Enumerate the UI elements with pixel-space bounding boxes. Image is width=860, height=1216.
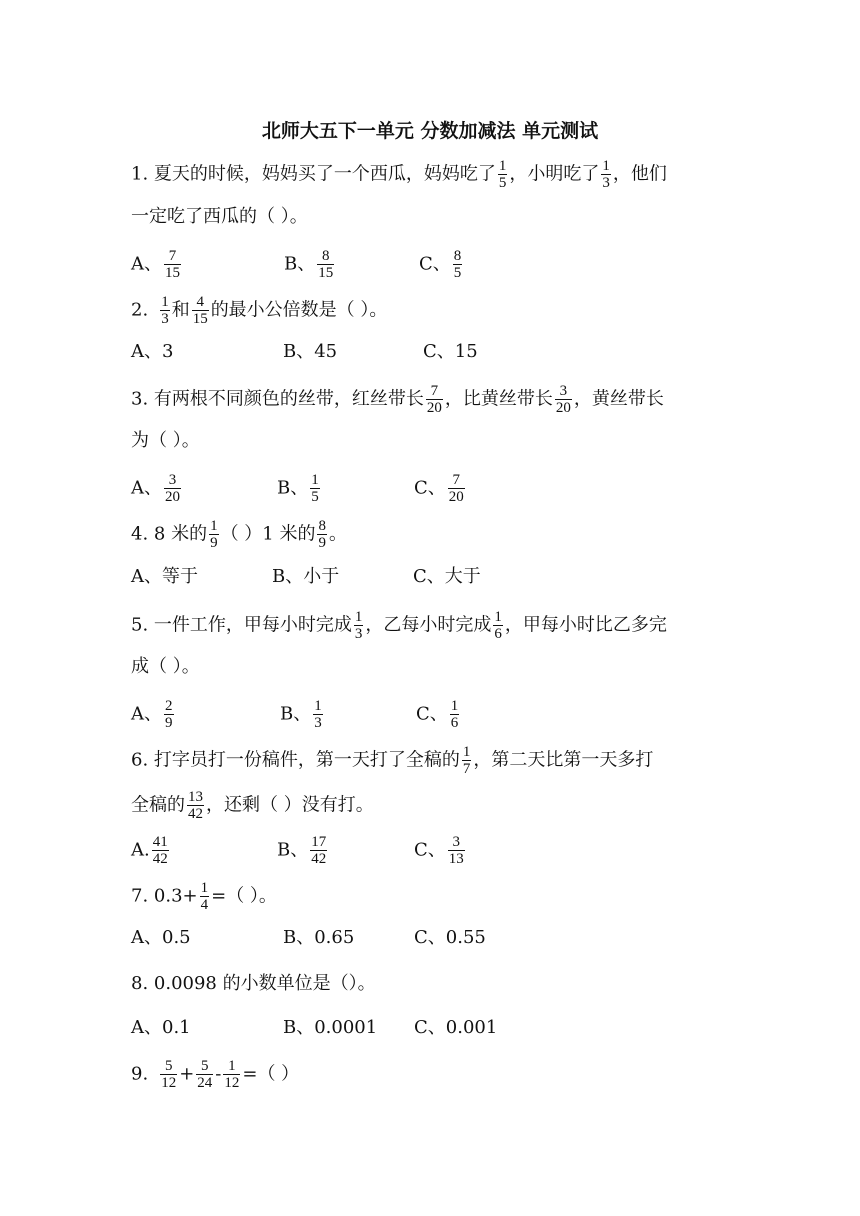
q6-fraction-1: $\frac{1}{7}$ <box>462 744 471 777</box>
q7-option-b[interactable]: B、0.65 <box>283 927 355 948</box>
q7-option-a[interactable]: A、0.5 <box>131 927 191 948</box>
q1-option-c[interactable]: C、 $\frac{8}{5}$ <box>419 248 462 281</box>
question-2: 2. $\frac{1}{3}$ 和 $\frac{4}{15}$ 的最小公倍数是（ ）。 <box>131 294 388 327</box>
q1-text-a: 1. 夏天的时候，妈妈买了一个西瓜，妈妈吃了 <box>131 163 496 185</box>
q7-fraction-1: $\frac{1}{4}$ <box>200 880 209 913</box>
q1-text-b: ，小明吃了 <box>509 163 600 185</box>
q9-fraction-1: $\frac{5}{12}$ <box>161 1058 177 1091</box>
q5-option-c[interactable]: C、 $\frac{1}{6}$ <box>416 698 459 731</box>
page-title: 北师大五下一单元 分数加减法 单元测试 <box>261 120 599 142</box>
q4-option-a[interactable]: A、等于 <box>131 566 198 587</box>
question-1-line-2: 一定吃了西瓜的（ ）。 <box>131 206 308 227</box>
q3-option-a[interactable]: A、 $\frac{3}{20}$ <box>131 472 180 505</box>
q4-option-c[interactable]: C、大于 <box>413 566 481 587</box>
question-3-line-1: 3. 有两根不同颜色的丝带，红丝带长 $\frac{7}{20}$ ，比黄丝带长 $\frac{3}{20}$ ，黄丝带长 <box>131 383 664 416</box>
q8-option-c[interactable]: C、0.001 <box>414 1017 498 1038</box>
q2-option-c[interactable]: C、15 <box>423 341 478 362</box>
q5-option-b[interactable]: B、 $\frac{1}{3}$ <box>280 698 322 731</box>
q7-option-c[interactable]: C、0.55 <box>414 927 486 948</box>
q1-fraction-2: $\frac{1}{3}$ <box>602 158 610 191</box>
question-5-line-1: 5. 一件工作，甲每小时完成 $\frac{1}{3}$ ，乙每小时完成 $\frac{1}{6}$ ，甲每小时比乙多完 <box>131 609 667 642</box>
q5-option-a[interactable]: A、 $\frac{2}{9}$ <box>131 698 173 731</box>
q6-option-b[interactable]: B、 $\frac{17}{42}$ <box>277 834 327 867</box>
q3-fraction-1: $\frac{7}{20}$ <box>426 383 442 416</box>
q4-fraction-2: $\frac{8}{9}$ <box>318 518 326 551</box>
q1-text-c: ，他们 <box>612 163 667 185</box>
question-9: 9. $\frac{5}{12}$ + $\frac{5}{24}$ - $\frac{1}{12}$ =（ ） <box>131 1058 300 1091</box>
q3-option-b[interactable]: B、 $\frac{1}{5}$ <box>277 472 319 505</box>
q2-fraction-2: $\frac{4}{15}$ <box>192 294 208 327</box>
question-5-line-2: 成（ ）。 <box>131 656 200 677</box>
q2-option-b[interactable]: B、45 <box>283 341 338 362</box>
q9-fraction-3: $\frac{1}{12}$ <box>224 1058 240 1091</box>
q2-fraction-1: $\frac{1}{3}$ <box>161 294 169 327</box>
q9-fraction-2: $\frac{5}{24}$ <box>197 1058 213 1091</box>
q5-fraction-2: $\frac{1}{6}$ <box>494 609 502 642</box>
q1-option-a[interactable]: A、 $\frac{7}{15}$ <box>131 248 180 281</box>
q5-fraction-1: $\frac{1}{3}$ <box>354 609 363 642</box>
q8-option-b[interactable]: B、0.0001 <box>283 1017 378 1038</box>
q1-option-b[interactable]: B、 $\frac{8}{15}$ <box>284 248 334 281</box>
question-6-line-1: 6. 打字员打一份稿件，第一天打了全稿的 $\frac{1}{7}$ ，第二天比第一天多打 <box>131 744 654 777</box>
question-7: 7. 0.3+ $\frac{1}{4}$ =（ ）。 <box>131 880 277 913</box>
question-3-line-2: 为（ ）。 <box>131 430 200 451</box>
q6-option-a[interactable]: A. $\frac{41}{42}$ <box>131 834 168 867</box>
q1-fraction-1: $\frac{1}{5}$ <box>498 158 507 191</box>
q4-option-b[interactable]: B、小于 <box>272 566 340 587</box>
question-1-line-1 <box>131 158 667 191</box>
q4-fraction-1: $\frac{1}{9}$ <box>210 518 218 551</box>
q3-fraction-2: $\frac{3}{20}$ <box>555 383 571 416</box>
q2-option-a[interactable]: A、3 <box>131 341 174 362</box>
q6-option-c[interactable]: C、 $\frac{3}{13}$ <box>414 834 464 867</box>
q3-option-c[interactable]: C、 $\frac{7}{20}$ <box>414 472 464 505</box>
question-6-line-2: 全稿的 $\frac{13}{42}$ ，还剩（ ）没有打。 <box>131 789 374 822</box>
question-8: 8. 0.0098 的小数单位是（）。 <box>131 973 376 994</box>
q6-fraction-2: $\frac{13}{42}$ <box>188 789 203 822</box>
question-4: 4. 8 米的 $\frac{1}{9}$ （ ）1 米的 $\frac{8}{9}$ 。 <box>131 518 347 551</box>
q8-option-a[interactable]: A、0.1 <box>131 1017 191 1038</box>
